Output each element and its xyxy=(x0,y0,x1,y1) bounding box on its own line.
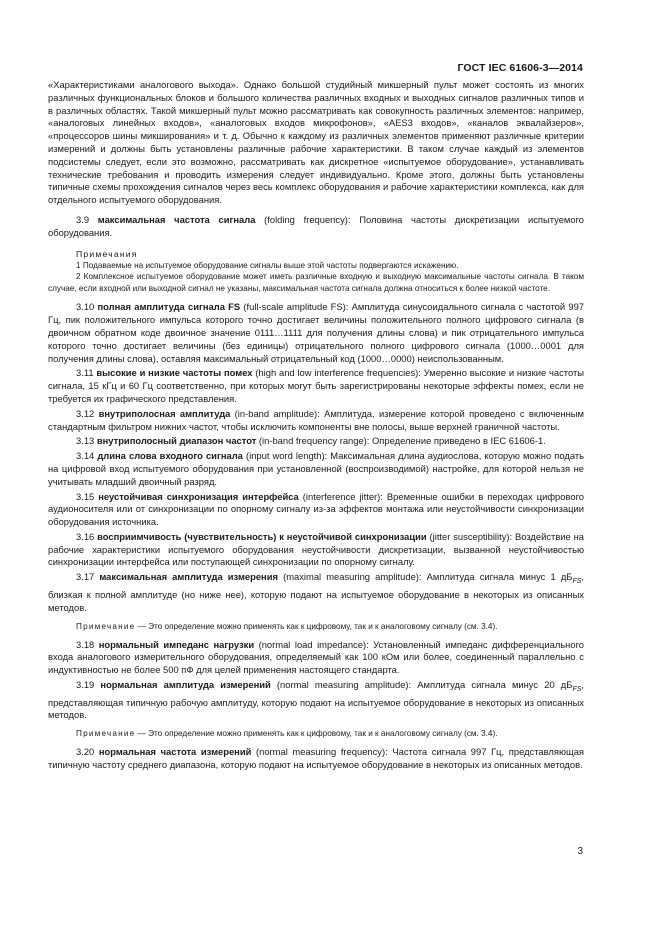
note-dash: — xyxy=(135,621,149,631)
clause-number: 3.17 xyxy=(76,571,95,583)
term: высокие и низкие частоты помех xyxy=(96,367,253,379)
term: нормальный импеданс нагрузки xyxy=(98,638,255,650)
page-content xyxy=(48,79,584,772)
clause-number: 3.13 xyxy=(76,435,95,447)
definition-text: (input word length): Максимальная длина аудиослова, которую можно подать на цифровой вход испытуемого оборудования при установленной (воспроизводимой) настройке, для которой нельзя не учитывать младший двоичный разряд. xyxy=(48,450,585,487)
clause-number: 3.15 xyxy=(76,490,95,502)
definition-3-17 xyxy=(48,571,584,614)
term: восприимчивость (чувствительность) к неустойчивой синхронизации xyxy=(97,530,427,542)
definition-text: (maximal measuring amplitude): Амплитуда сигнала минус 1 дБ xyxy=(277,571,573,583)
clause-number: 3.12 xyxy=(76,407,95,419)
definition-3-14 xyxy=(48,450,584,488)
definition-3-19 xyxy=(48,679,584,722)
definition-text: (full-scale amplitude FS): Амплитуда синусоидального сигнала с частотой 997 Гц, пик положительного импульса которого точно достигает величины положительного полного цифрового сигнала (в двоичном обратном коде двоичное значение 0111…1111 для получения длины слова) и пик отрицательного импульса которого точно достигает величины (без единицы) отрицательного полного цифрового сигнала (1000…0001 для получения длины слова), оставляя максимальный отрицательный код (1000…0000) неиспользованным. xyxy=(48,301,585,364)
definition-text: (normal load impedance): Установленный импеданс дифференциального входа аналогового измерительного оборудования, определяемый как 100 кОм или более, соединенный параллельно с индуктивностью не более 500 пФ для целей применения настоящего стандарта. xyxy=(48,638,584,676)
note-text: Это определение можно применять как к цифровому, так и к аналоговому сигналу (см. 3.4). xyxy=(148,729,498,739)
definition-text: (folding frequency): Половина частоты дискретизации испытуемого оборудования. xyxy=(48,213,585,238)
term: нормальная частота измерений xyxy=(98,746,252,758)
clause-number: 3.11 xyxy=(76,367,94,379)
note-label: Примечание xyxy=(76,729,136,739)
notes-heading: Примечания xyxy=(76,248,138,259)
definition-3-10 xyxy=(48,301,584,365)
note-1: 1 Подаваемые на испытуемое оборудование сигналы выше этой частоты подвергаются искажению. xyxy=(76,260,459,270)
intro-paragraph: «Характеристиками аналогового выхода». Однако большой студийный микшерный пульт может состоять из многих различных функциональных блоков и большого количества различных входных и выходных сигналов различных типов и в различных областях. Такой микшерный пульт можно рассматривать как совокупность различных элементов: например, «аналоговых линейных входов», «аналоговых входов микрофонов», «AES3 входов», «каналов эквалайзеров», «процессоров шины микширования» и т. д. Обычно к каждому из различных элементов применяют различные критерии измерений и должны быть установлены различные рабочие характеристики. В таком случае каждый из элементов подсистемы следует, если это возможно, рассматривать как дискретное «испытуемое оборудование», устанавливать технические требования и проводить измерения следует индивидуально. Кроме этого, должны быть установлены типичные схемы прохождения сигналов через весь комплекс оборудования и рабочие характеристики комплекса, как для отдельного испытуемого оборудования. xyxy=(48,79,584,206)
definition-text-cont: , представляющая типичную рабочую амплитуду, которую подают на испытуемое оборудование в некоторых из описанных методов. xyxy=(48,678,584,721)
term: нормальная амплитуда измерений xyxy=(100,678,271,690)
term: неустойчивая синхронизация интерфейса xyxy=(98,490,299,502)
definition-text: (normal measuring frequency): Частота сигнала 997 Гц, представляющая типичную частоту среднего диапазона, которую подают на испытуемое оборудование в некоторых из описанных методов. xyxy=(48,746,584,770)
note-2: 2 Комплексное испытуемое оборудование может иметь различные входную и выходную максимальные частоты сигнала. В таком случае, если входной или выходной сигнал не указаны, максимальная частота сигнала должна относиться к более низкой частоте. xyxy=(48,272,584,293)
definition-text: (normal measuring amplitude): Амплитуда сигнала минус 20 дБ xyxy=(270,678,573,690)
definition-text: (jitter susceptibility): Воздействие на рабочие характеристики испытуемого оборудования неустойчивости дискретизации, вызванной неустойчивостью синхронизации интерфейса или поступающей синхронизации по опорному сигналу. xyxy=(48,530,584,568)
term: длина слова входного сигнала xyxy=(97,450,243,462)
definition-text: (high and low interference frequencies): Умеренно высокие и низкие частоты сигнала, 15 кГц и 60 Гц соответственно, при которых могут быть зарегистрированы некоторые эффекты помех, если не требуется их графического представления. xyxy=(48,367,584,404)
clause-number: 3.19 xyxy=(76,678,95,690)
clause-number: 3.10 xyxy=(76,301,95,313)
term: максимальная частота сигнала xyxy=(97,213,256,225)
note-label: Примечание xyxy=(76,621,136,631)
definition-3-11 xyxy=(48,367,584,405)
definition-3-12 xyxy=(48,408,584,434)
page-number: 3 xyxy=(577,846,583,857)
subscript: FS xyxy=(572,578,582,586)
note-3-17 xyxy=(48,621,584,633)
clause-number: 3.18 xyxy=(76,638,95,650)
document-code: ГОСТ IEC 61606-3—2014 xyxy=(457,62,583,74)
clause-number: 3.9 xyxy=(76,213,90,225)
definition-text: (in-band amplitude): Амплитуда, измерение которой проведено с включенным стандартным фильтром нижних частот, чтобы исключить компоненты вне полосы, выше верхней граничной частоты. xyxy=(48,407,584,432)
definition-3-18 xyxy=(48,639,584,677)
definition-text: (in-band frequency range): Определение приведено в IEC 61606-1. xyxy=(256,435,546,447)
clause-number: 3.20 xyxy=(76,746,95,758)
clause-number: 3.14 xyxy=(76,450,95,462)
definition-3-20 xyxy=(48,746,584,772)
definition-3-9 xyxy=(48,214,584,240)
clause-number: 3.16 xyxy=(76,530,95,542)
term: полная амплитуда сигнала FS xyxy=(97,301,241,313)
term: внутриполосный диапазон частот xyxy=(96,435,257,447)
note-3-19 xyxy=(48,728,584,740)
definition-3-15 xyxy=(48,491,584,529)
definition-3-16 xyxy=(48,531,584,569)
definition-text: (interference jitter): Временные ошибки в переходах цифрового аудионосителя или от синхронизации по опорному сигналу из-за эффектов монтажа или неустойчивости синхронизации оборудования источника. xyxy=(48,490,585,528)
note-dash: — xyxy=(135,729,149,739)
term: внутриполосная амплитуда xyxy=(98,407,231,419)
definition-3-13 xyxy=(48,435,584,448)
subscript: FS xyxy=(572,685,582,693)
term: максимальная амплитуда измерения xyxy=(99,571,278,583)
note-text: Это определение можно применять как к цифровому, так и к аналоговому сигналу (см. 3.4). xyxy=(148,621,498,631)
definition-text-cont: , близкая к полной амплитуде (но ниже нее), которую подают на испытуемое оборудование в некоторых из описанных методов. xyxy=(48,571,585,613)
